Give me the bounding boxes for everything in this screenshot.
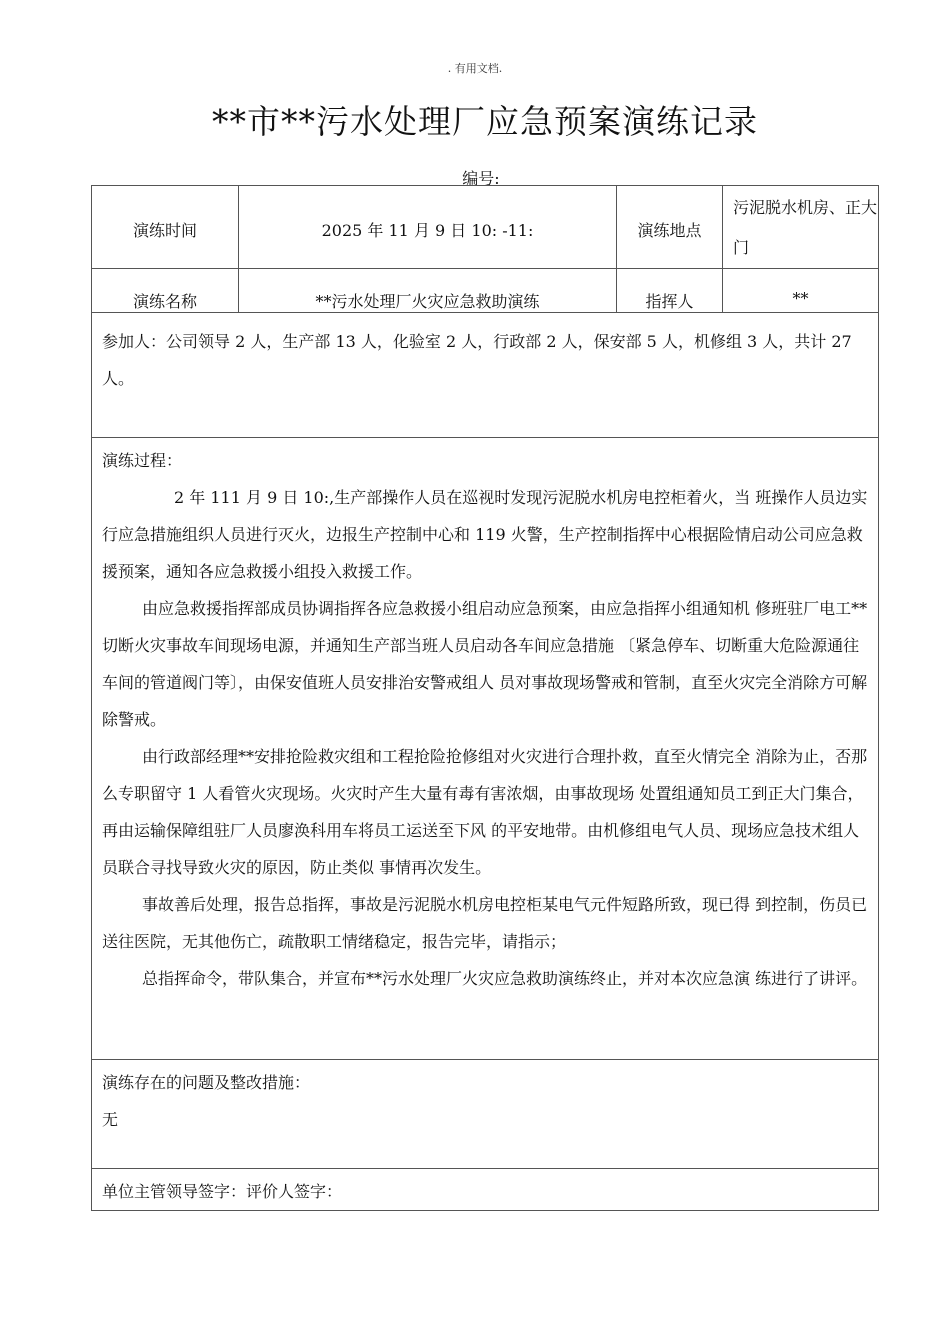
- serial-number-label: 编号:: [462, 169, 500, 188]
- issues-value: 无: [102, 1110, 119, 1129]
- location-label-cell: 演练地点: [617, 186, 723, 269]
- signature-cell: [92, 1169, 879, 1211]
- table-row: [92, 438, 879, 1060]
- table-row: [92, 269, 879, 313]
- drill-record-table: [91, 185, 879, 1211]
- issues-cell: [92, 1060, 879, 1169]
- process-paragraph: 由应急救援指挥部成员协调指挥各应急救援小组启动应急预案，由应急指挥小组通知机 修班驻厂电工**切断火灾事故车间现场电源，并通知生产部当班人员启动各车间应急措施 〔紧急停车、切断重大危险源通往车间的管道阀门等〕，由保安值班人员安排治安警戒组人 员对事故现场警戒和管制，直至火灾完全消除方可解除警戒。: [102, 599, 868, 729]
- time-label-cell: 演练时间: [92, 186, 239, 269]
- header-note: . 有用文档.: [447, 62, 503, 75]
- table-row: [92, 313, 879, 438]
- time-value-cell: 2025 年 11 月 9 日 10: -11:: [239, 186, 617, 269]
- name-value-cell: **污水处理厂火灾应急救助演练: [239, 269, 617, 313]
- name-label-cell: 演练名称: [92, 269, 239, 313]
- page-title: **市**污水处理厂应急预案演练记录: [212, 102, 758, 141]
- table-row: [92, 1169, 879, 1211]
- location-value-cell: 污泥脱水机房、正大门: [723, 186, 879, 269]
- process-paragraph: 总指挥命令，带队集合，并宣布**污水处理厂火灾应急救助演练终止，并对本次应急演 练进行了讲评。: [142, 969, 868, 988]
- participants-cell: [92, 313, 879, 438]
- commander-label-cell: 指挥人: [617, 269, 723, 313]
- table-row: [92, 186, 879, 269]
- process-paragraph: 2 年 111 月 9 日 10:,生产部操作人员在巡视时发现污泥脱水机房电控柜着火，当 班操作人员边实行应急措施组织人员进行灭火，边报生产控制中心和 119 火警，生产控制指挥中心根据险情启动公司应急救援预案，通知各应急救援小组投入救援工作。: [102, 488, 868, 581]
- process-paragraph: 事故善后处理，报告总指挥，事故是污泥脱水机房电控柜某电气元件短路所致，现已得 到控制，伤员已送往医院，无其他伤亡，疏散职工情绪稳定，报告完毕，请指示；: [102, 895, 868, 951]
- commander-value-cell: **: [723, 269, 879, 313]
- participants-text: 参加人：公司领导 2 人，生产部 13 人，化验室 2 人，行政部 2 人，保安部 5 人，机修组 3 人，共计 27 人。: [102, 332, 852, 388]
- signature-text: 单位主管领导签字：评价人签字：: [102, 1182, 343, 1201]
- issues-label: 演练存在的问题及整改措施：: [102, 1073, 311, 1092]
- table-row: [92, 1060, 879, 1169]
- process-paragraph: 由行政部经理**安排抢险救灾组和工程抢险抢修组对火灾进行合理扑救，直至火情完全 消除为止，否那么专职留守 1 人看管火灾现场。火灾时产生大量有毒有害浓烟，由事故现场 处置组通知员工到正大门集合，再由运输保障组驻厂人员廖涣科用车将员工运送至下风 的平安地带。由机修组电气人员、现场应急技术组人员联合寻找导致火灾的原因，防止类似 事情再次发生。: [102, 747, 868, 877]
- process-cell: [92, 438, 879, 1060]
- process-label: 演练过程：: [102, 451, 183, 470]
